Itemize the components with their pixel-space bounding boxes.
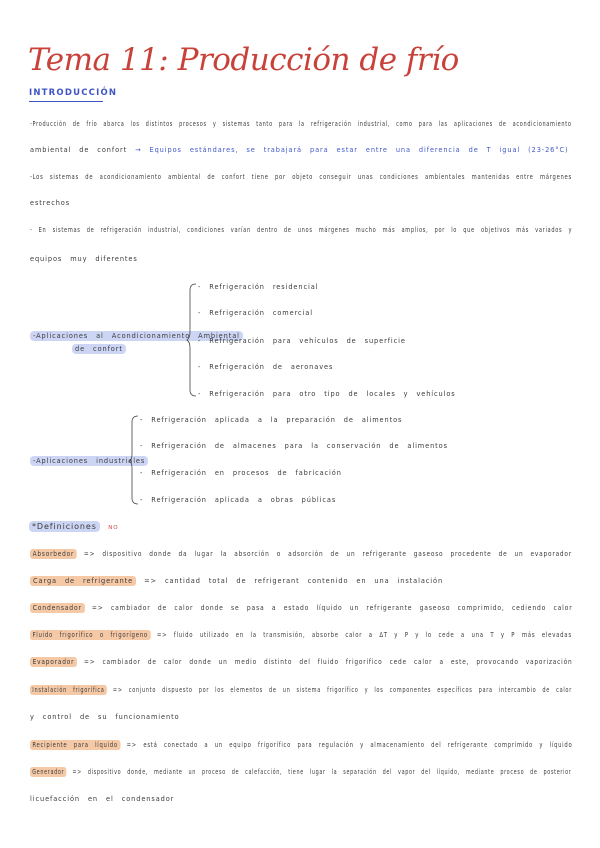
confort-item: - Refrigeración comercial	[198, 309, 313, 317]
definition-row	[30, 767, 571, 777]
confort-label-2	[72, 344, 126, 354]
industrial-item: - Refrigeración aplicada a obras públicas	[140, 496, 337, 504]
confort-item: - Refrigeración para vehículos de superficie	[198, 337, 406, 345]
definition-term: Carga de refrigerante	[30, 576, 136, 586]
definition-row	[30, 603, 573, 613]
industrial-brace	[128, 414, 140, 506]
confort-item: - Refrigeración para otro tipo de locales y vehículos	[198, 390, 456, 398]
definition-text: => cambiador de calor donde se pasa a estado líquido un refrigerante gaseoso comprimido, cediendo calor	[91, 604, 573, 612]
definition-term: Fluido frigorífico o frigorígeno	[30, 630, 150, 640]
definition-continuation: licuefacción en el condensador	[30, 795, 175, 803]
confort-item: - Refrigeración de aeronaves	[198, 363, 334, 371]
confort-item: - Refrigeración residencial	[198, 283, 319, 291]
intro-p2-line2: estrechos	[30, 199, 71, 207]
confort-label-line2: de confort	[72, 344, 126, 354]
section-underline	[29, 101, 103, 102]
industrial-label-text: -Aplicaciones industriales	[30, 456, 148, 466]
definition-row	[30, 685, 572, 695]
intro-p1-line2-text: ambiental de confort	[30, 146, 128, 154]
definition-term: Absorbedor	[30, 549, 77, 559]
definition-row	[30, 549, 572, 559]
industrial-item: - Refrigeración en procesos de fabricación	[140, 469, 342, 477]
page-title: Tema 11: Producción de frío	[28, 42, 459, 78]
definition-row	[30, 740, 572, 750]
definition-text: => está conectado a un equipo frigorífico para regulación y almacenamiento del refrigerante comprimido y líquido	[126, 741, 573, 749]
intro-p1-note: → Equipos estándares, se trabajará para estar entre una diferencia de T igual (23-26°C)	[135, 146, 569, 154]
definition-continuation: y control de su funcionamiento	[30, 713, 180, 721]
definition-row	[30, 576, 443, 586]
definition-text: => fluido utilizado en la transmisión, absorbe calor a ΔT y P y lo cede a una T y P más elevadas	[156, 631, 572, 639]
definition-term: Condensador	[30, 603, 85, 613]
industrial-item: - Refrigeración de almacenes para la conservación de alimentos	[140, 442, 448, 450]
intro-p2-line1: -Los sistemas de acondicionamiento ambiental de confort tiene por objeto conseguir unas condiciones ambientales mantenidas entre márgenes	[30, 173, 572, 181]
intro-p1-line2	[30, 145, 568, 155]
definiciones-heading	[29, 522, 119, 533]
definition-term: Instalación frigorífica	[30, 685, 107, 695]
definiciones-heading-text: *Definiciones	[29, 521, 100, 532]
definition-text: => conjunto dispuesto por los elementos de un sistema frigorífico y los componentes específicos para intercambio de calor	[112, 686, 572, 694]
definition-text: => cantidad total de refrigerant contenido en una instalación	[144, 577, 444, 585]
confort-brace	[186, 282, 198, 398]
definition-row	[30, 657, 572, 667]
definition-term: Generador	[30, 767, 66, 777]
definition-row	[30, 630, 572, 640]
definition-text: => dispositivo donde da lugar la absorción o adsorción de un refrigerante gaseoso procedente de un evaporador	[83, 550, 572, 558]
definition-term: Recipiente para líquido	[30, 740, 120, 750]
intro-p1-line1: -Producción de frío abarca los distintos procesos y sistemas tanto para la refrigeración industrial, como para las aplicaciones de acondicionamiento	[30, 120, 572, 128]
industrial-item: - Refrigeración aplicada a la preparación de alimentos	[140, 416, 403, 424]
definition-term: Evaporador	[30, 657, 77, 667]
definition-text: => cambiador de calor donde un medio distinto del fluido frigorífico cede calor a este, provocando vaporización	[84, 658, 573, 666]
intro-p3-line1: - En sistemas de refrigeración industrial, condiciones varían dentro de unos márgenes mucho más amplios, por lo que objetivos más variados y	[30, 226, 573, 234]
definiciones-note: NO	[108, 525, 119, 531]
confort-label-line1: -Aplicaciones al Acondicionamiento Ambiental	[30, 331, 243, 341]
section-heading: INTRODUCCIÓN	[29, 88, 118, 98]
intro-p3-line2: equipos muy diferentes	[30, 255, 138, 263]
definition-text: => dispositivo donde, mediante un proceso de calefacción, tiene lugar la separación del vapor del líquido, mediante proceso de posterior	[72, 768, 572, 776]
